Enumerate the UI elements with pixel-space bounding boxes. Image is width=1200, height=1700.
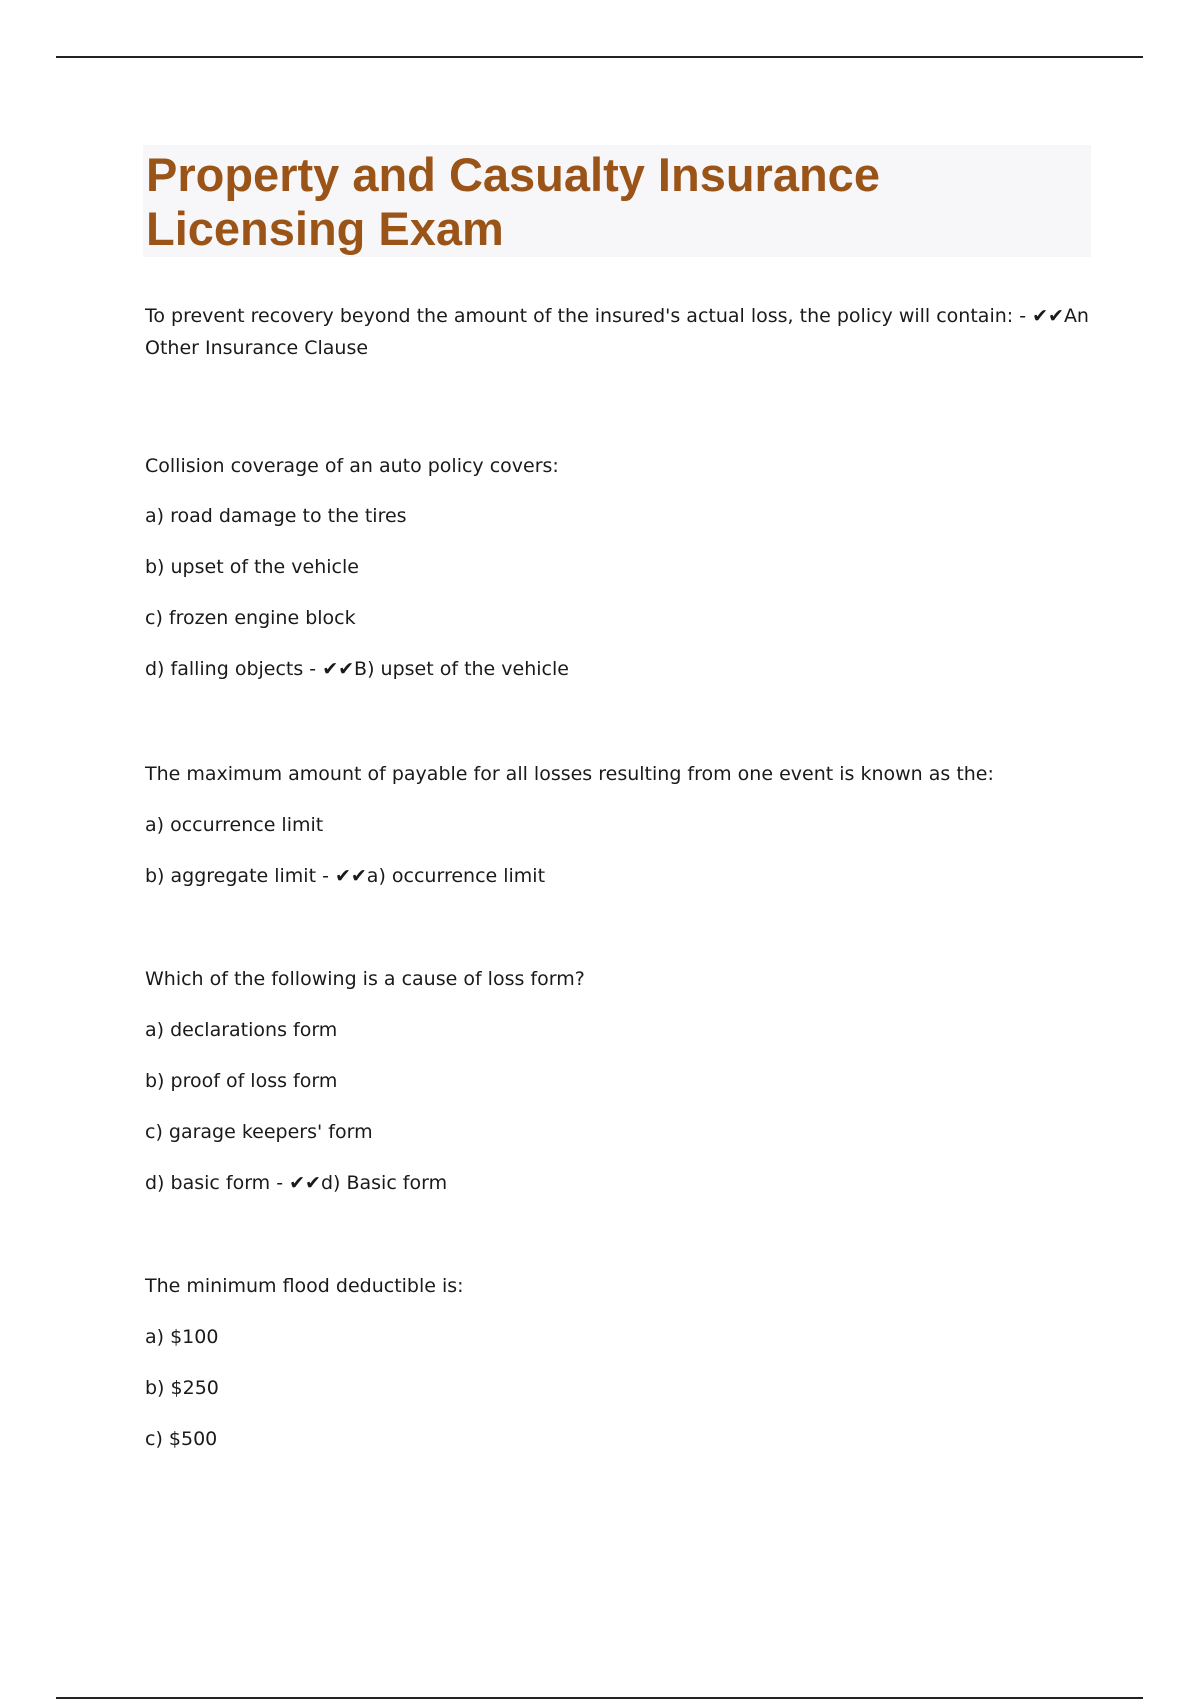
question-2-text: Collision coverage of an auto policy covers: bbox=[145, 455, 559, 477]
question-2-option-c: c) frozen engine block bbox=[145, 607, 356, 629]
question-2-option-b: b) upset of the vehicle bbox=[145, 556, 359, 578]
question-4-text: Which of the following is a cause of loss form? bbox=[145, 968, 585, 990]
question-3-option-a: a) occurrence limit bbox=[145, 814, 324, 836]
question-2-option-d: d) falling objects - ✔✔B) upset of the vehicle bbox=[145, 658, 569, 680]
header-rule bbox=[56, 56, 1143, 58]
question-5-text: The minimum flood deductible is: bbox=[145, 1275, 464, 1297]
footer-rule bbox=[56, 1697, 1143, 1699]
document-body bbox=[145, 300, 1095, 1455]
question-1-text: To prevent recovery beyond the amount of the insured's actual loss, the policy will contain: - ✔✔An Other Insurance Clause bbox=[145, 305, 1089, 359]
question-5-option-b: b) $250 bbox=[145, 1377, 219, 1399]
question-4-option-d: d) basic form - ✔✔d) Basic form bbox=[145, 1172, 448, 1194]
question-2-option-a: a) road damage to the tires bbox=[145, 505, 407, 527]
question-3-option-b: b) aggregate limit - ✔✔a) occurrence limit bbox=[145, 865, 546, 887]
title-box bbox=[143, 145, 1091, 257]
document-title: Property and Casualty Insurance Licensing Exam bbox=[146, 148, 880, 255]
question-4-option-a: a) declarations form bbox=[145, 1019, 338, 1041]
question-4-option-b: b) proof of loss form bbox=[145, 1070, 338, 1092]
question-5-option-c: c) $500 bbox=[145, 1428, 218, 1450]
question-4-option-c: c) garage keepers' form bbox=[145, 1121, 373, 1143]
question-5-option-a: a) $100 bbox=[145, 1326, 219, 1348]
question-3-text: The maximum amount of payable for all losses resulting from one event is known as the: bbox=[145, 763, 994, 785]
